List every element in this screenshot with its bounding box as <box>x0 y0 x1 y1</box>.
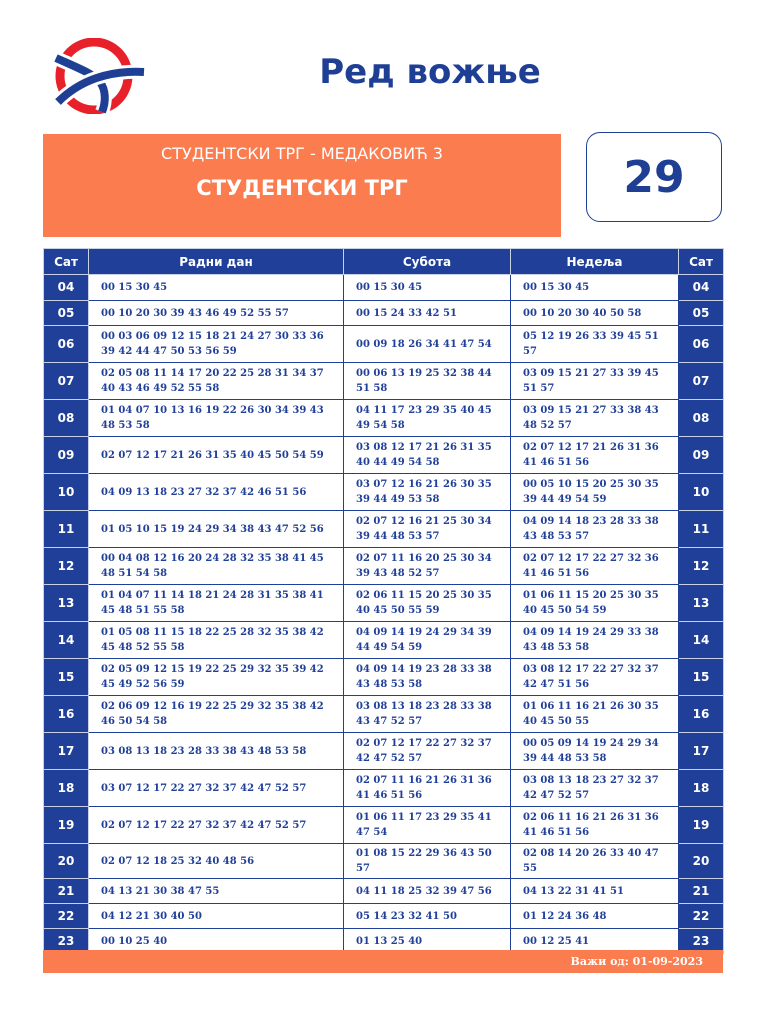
hour-cell-right: 08 <box>679 400 724 437</box>
weekday-departures: 02 07 12 17 21 26 31 35 40 45 50 54 59 <box>89 437 344 474</box>
weekday-departures: 01 04 07 11 14 18 21 24 28 31 35 38 41 45 48 51 55 58 <box>89 585 344 622</box>
hour-cell-right: 16 <box>679 696 724 733</box>
timetable <box>43 248 724 954</box>
saturday-departures: 00 09 18 26 34 41 47 54 <box>344 326 511 363</box>
hour-cell: 21 <box>44 879 89 904</box>
sunday-departures: 02 07 12 17 21 26 31 36 41 46 51 56 <box>511 437 679 474</box>
hour-cell-right: 19 <box>679 807 724 844</box>
weekday-departures: 01 05 08 11 15 18 22 25 28 32 35 38 42 45 48 52 55 58 <box>89 622 344 659</box>
table-row <box>44 363 724 400</box>
table-row <box>44 696 724 733</box>
weekday-departures: 00 15 30 45 <box>89 275 344 301</box>
hour-cell-right: 09 <box>679 437 724 474</box>
saturday-departures: 02 06 11 15 20 25 30 35 40 45 50 55 59 <box>344 585 511 622</box>
hour-cell-right: 05 <box>679 301 724 326</box>
column-header-sunday: Недеља <box>511 249 679 275</box>
hour-cell: 05 <box>44 301 89 326</box>
sunday-departures: 02 08 14 20 26 33 40 47 55 <box>511 844 679 879</box>
column-header-hour-right: Сат <box>679 249 724 275</box>
hour-cell: 23 <box>44 929 89 954</box>
saturday-departures: 04 11 17 23 29 35 40 45 49 54 58 <box>344 400 511 437</box>
footer-bar <box>43 950 723 973</box>
saturday-departures: 02 07 12 16 21 25 30 34 39 44 48 53 57 <box>344 511 511 548</box>
hour-cell: 18 <box>44 770 89 807</box>
sunday-departures: 04 09 14 19 24 29 33 38 43 48 53 58 <box>511 622 679 659</box>
hour-cell-right: 23 <box>679 929 724 954</box>
sunday-departures: 00 05 10 15 20 25 30 35 39 44 49 54 59 <box>511 474 679 511</box>
transport-logo <box>50 38 146 114</box>
saturday-departures: 00 06 13 19 25 32 38 44 51 58 <box>344 363 511 400</box>
hour-cell-right: 11 <box>679 511 724 548</box>
weekday-departures: 00 03 06 09 12 15 18 21 24 27 30 33 36 39 42 44 47 50 53 56 59 <box>89 326 344 363</box>
weekday-departures: 03 07 12 17 22 27 32 37 42 47 52 57 <box>89 770 344 807</box>
weekday-departures: 00 10 25 40 <box>89 929 344 954</box>
hour-cell-right: 07 <box>679 363 724 400</box>
hour-cell-right: 10 <box>679 474 724 511</box>
hour-cell: 04 <box>44 275 89 301</box>
line-number-badge: 29 <box>586 132 722 222</box>
sunday-departures: 04 13 22 31 41 51 <box>511 879 679 904</box>
sunday-departures: 02 06 11 16 21 26 31 36 41 46 51 56 <box>511 807 679 844</box>
sunday-departures: 03 08 13 18 23 27 32 37 42 47 52 57 <box>511 770 679 807</box>
sunday-departures: 05 12 19 26 33 39 45 51 57 <box>511 326 679 363</box>
table-row <box>44 548 724 585</box>
sunday-departures: 01 06 11 15 20 25 30 35 40 45 50 54 59 <box>511 585 679 622</box>
weekday-departures: 01 05 10 15 19 24 29 34 38 43 47 52 56 <box>89 511 344 548</box>
hour-cell: 11 <box>44 511 89 548</box>
weekday-departures: 02 05 08 11 14 17 20 22 25 28 31 34 37 40 43 46 49 52 55 58 <box>89 363 344 400</box>
sunday-departures: 04 09 14 18 23 28 33 38 43 48 53 57 <box>511 511 679 548</box>
sunday-departures: 00 15 30 45 <box>511 275 679 301</box>
sunday-departures: 00 10 20 30 40 50 58 <box>511 301 679 326</box>
sunday-departures: 01 06 11 16 21 26 30 35 40 45 50 55 <box>511 696 679 733</box>
sunday-departures: 03 09 15 21 27 33 38 43 48 52 57 <box>511 400 679 437</box>
hour-cell-right: 17 <box>679 733 724 770</box>
hour-cell-right: 14 <box>679 622 724 659</box>
weekday-departures: 04 12 21 30 40 50 <box>89 904 344 929</box>
saturday-departures: 00 15 24 33 42 51 <box>344 301 511 326</box>
sunday-departures: 03 09 15 21 27 33 39 45 51 57 <box>511 363 679 400</box>
weekday-departures: 04 13 21 30 38 47 55 <box>89 879 344 904</box>
table-row <box>44 770 724 807</box>
table-row <box>44 301 724 326</box>
hour-cell: 16 <box>44 696 89 733</box>
valid-from-date: Важи од: 01-09-2023 <box>570 955 703 968</box>
weekday-departures: 02 05 09 12 15 19 22 25 29 32 35 39 42 45 49 52 56 59 <box>89 659 344 696</box>
hour-cell: 13 <box>44 585 89 622</box>
sunday-departures: 00 05 09 14 19 24 29 34 39 44 48 53 58 <box>511 733 679 770</box>
sunday-departures: 03 08 12 17 22 27 32 37 42 47 51 56 <box>511 659 679 696</box>
table-row <box>44 474 724 511</box>
table-row <box>44 585 724 622</box>
route-banner <box>43 134 561 237</box>
weekday-departures: 01 04 07 10 13 16 19 22 26 30 34 39 43 48 53 58 <box>89 400 344 437</box>
weekday-departures: 04 09 13 18 23 27 32 37 42 46 51 56 <box>89 474 344 511</box>
sunday-departures: 02 07 12 17 22 27 32 36 41 46 51 56 <box>511 548 679 585</box>
saturday-departures: 04 09 14 19 23 28 33 38 43 48 53 58 <box>344 659 511 696</box>
table-row <box>44 622 724 659</box>
table-row <box>44 807 724 844</box>
column-header-saturday: Субота <box>344 249 511 275</box>
table-row <box>44 844 724 879</box>
weekday-departures: 00 10 20 30 39 43 46 49 52 55 57 <box>89 301 344 326</box>
saturday-departures: 03 08 12 17 21 26 31 35 40 44 49 54 58 <box>344 437 511 474</box>
saturday-departures: 05 14 23 32 41 50 <box>344 904 511 929</box>
table-row <box>44 904 724 929</box>
weekday-departures: 02 07 12 17 22 27 32 37 42 47 52 57 <box>89 807 344 844</box>
hour-cell: 10 <box>44 474 89 511</box>
hour-cell: 08 <box>44 400 89 437</box>
table-header-row <box>44 249 724 275</box>
saturday-departures: 04 09 14 19 24 29 34 39 44 49 54 59 <box>344 622 511 659</box>
saturday-departures: 02 07 11 16 20 25 30 34 39 43 48 52 57 <box>344 548 511 585</box>
table-row <box>44 733 724 770</box>
saturday-departures: 01 06 11 17 23 29 35 41 47 54 <box>344 807 511 844</box>
table-row <box>44 275 724 301</box>
sunday-departures: 00 12 25 41 <box>511 929 679 954</box>
hour-cell-right: 20 <box>679 844 724 879</box>
hour-cell: 19 <box>44 807 89 844</box>
weekday-departures: 02 06 09 12 16 19 22 25 29 32 35 38 42 46 50 54 58 <box>89 696 344 733</box>
hour-cell: 12 <box>44 548 89 585</box>
hour-cell-right: 15 <box>679 659 724 696</box>
route-stop-name: СТУДЕНТСКИ ТРГ <box>196 176 408 200</box>
route-subtitle: СТУДЕНТСКИ ТРГ - МЕДАКОВИЋ 3 <box>161 144 443 163</box>
saturday-departures: 00 15 30 45 <box>344 275 511 301</box>
hour-cell-right: 13 <box>679 585 724 622</box>
hour-cell: 15 <box>44 659 89 696</box>
hour-cell: 09 <box>44 437 89 474</box>
weekday-departures: 02 07 12 18 25 32 40 48 56 <box>89 844 344 879</box>
hour-cell: 17 <box>44 733 89 770</box>
page-title: Ред вожње <box>319 52 541 92</box>
hour-cell-right: 12 <box>679 548 724 585</box>
hour-cell: 06 <box>44 326 89 363</box>
saturday-departures: 04 11 18 25 32 39 47 56 <box>344 879 511 904</box>
hour-cell-right: 21 <box>679 879 724 904</box>
table-row <box>44 659 724 696</box>
hour-cell-right: 18 <box>679 770 724 807</box>
table-row <box>44 437 724 474</box>
saturday-departures: 02 07 12 17 22 27 32 37 42 47 52 57 <box>344 733 511 770</box>
weekday-departures: 03 08 13 18 23 28 33 38 43 48 53 58 <box>89 733 344 770</box>
column-header-hour: Сат <box>44 249 89 275</box>
hour-cell: 07 <box>44 363 89 400</box>
saturday-departures: 03 07 12 16 21 26 30 35 39 44 49 53 58 <box>344 474 511 511</box>
table-row <box>44 511 724 548</box>
hour-cell-right: 04 <box>679 275 724 301</box>
sunday-departures: 01 12 24 36 48 <box>511 904 679 929</box>
table-row <box>44 400 724 437</box>
table-row <box>44 326 724 363</box>
hour-cell-right: 06 <box>679 326 724 363</box>
hour-cell-right: 22 <box>679 904 724 929</box>
saturday-departures: 03 08 13 18 23 28 33 38 43 47 52 57 <box>344 696 511 733</box>
table-row <box>44 879 724 904</box>
saturday-departures: 01 13 25 40 <box>344 929 511 954</box>
saturday-departures: 01 08 15 22 29 36 43 50 57 <box>344 844 511 879</box>
hour-cell: 22 <box>44 904 89 929</box>
hour-cell: 14 <box>44 622 89 659</box>
hour-cell: 20 <box>44 844 89 879</box>
weekday-departures: 00 04 08 12 16 20 24 28 32 35 38 41 45 48 51 54 58 <box>89 548 344 585</box>
saturday-departures: 02 07 11 16 21 26 31 36 41 46 51 56 <box>344 770 511 807</box>
column-header-weekday: Радни дан <box>89 249 344 275</box>
